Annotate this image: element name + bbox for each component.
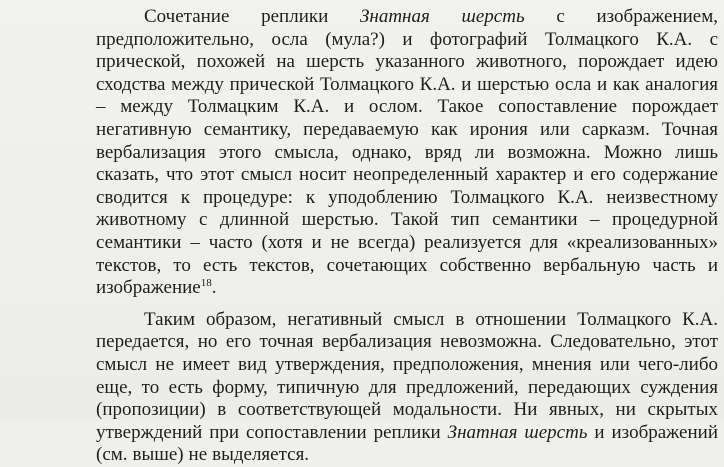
quoted-phrase-italic: Знатная шерсть [447,421,588,443]
paragraph-1 [96,6,718,300]
paragraph-1-text-end: . [211,277,217,299]
paragraph-2 [96,309,718,467]
footnote-marker: 18 [200,277,212,290]
quoted-phrase-italic: Знатная шерсть [360,6,525,27]
paragraph-2-text-end: и изображений (см. выше) не выделяется. [96,421,718,466]
paragraph-1-text-start: Сочетание реплики [144,6,360,27]
paragraph-1-text-body: с изображением, предположительно, осла (мула?) и фотографий Толмацкого К.А. с прической, похожей на шерсть указанного животного, порождает идею сходства между прической Толмацкого К.А. и шерстью осла и как аналогия – между Толмацким К.А. и ослом. Такое сопоставление порождает негативную семантику, передаваемую как ирония или сарказм. Точная вербализация этого смысла, однако, вряд ли возможна. Можно лишь сказать, что этот смысл носит неопределенный характер и его содержание сводится к процедуре: к уподоблению Толмацкого К.А. неизвестному животному с длинной шерстью. Такой тип семантики – процедурной семантики – часто (хотя и не всегда) реализуется для «креализованных» текстов, то есть текстов, сочетающих собственно вербальную часть и изображение [96,6,718,299]
paragraph-2-text-start: Таким образом, негативный смысл в отношении Толмацкого К.А. передается, но его точная вербализация невозможна. Следовательно, этот смысл не имеет вид утверждения, предположения, мнения или чего-либо еще, то есть форму, типичную для предложений, передающих суждения (пропозиции) в соответствующей модальности. Ни явных, ни скрытых утверждений при сопоставлении реплики [96,308,718,443]
